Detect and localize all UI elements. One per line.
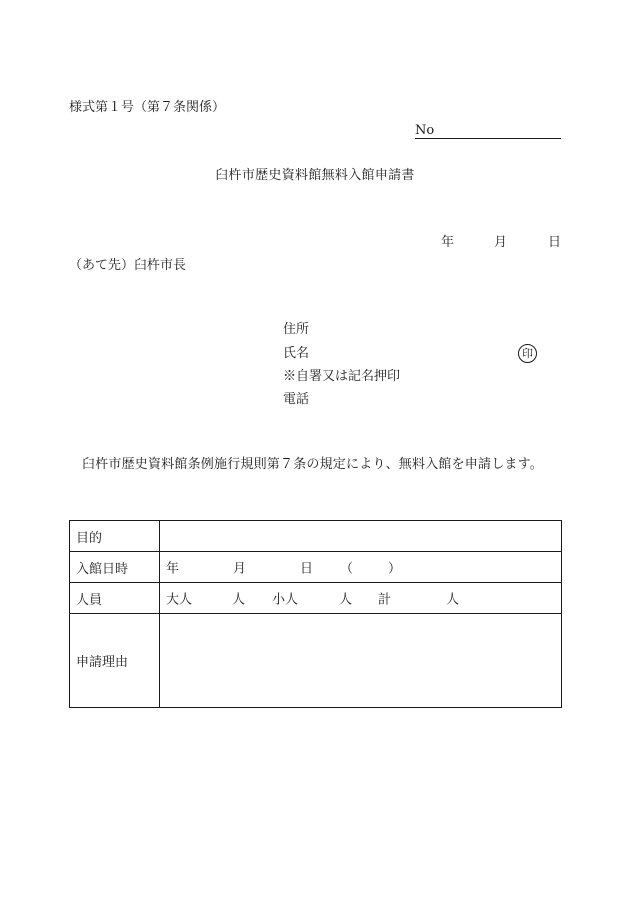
visit-paren-open: （	[340, 561, 354, 577]
date-month-label: 月	[494, 235, 508, 250]
table-row-visit-date	[70, 552, 562, 583]
number-label: No	[415, 123, 435, 138]
phone-label: 電話	[283, 392, 310, 407]
signature-note: ※自署又は記名押印	[283, 369, 401, 384]
people-field[interactable]	[160, 583, 562, 614]
address-label: 住所	[283, 322, 310, 337]
addressee: （あて先）臼杵市長	[69, 258, 187, 273]
page-title: 臼杵市歴史資料館無料入館申請書	[215, 168, 415, 183]
child-label: 小人	[272, 592, 299, 608]
date-day-label: 日	[548, 235, 562, 250]
application-statement: 臼杵市歴史資料館条例施行規則第７条の規定により、無料入館を申請します。	[82, 457, 543, 472]
purpose-label: 目的	[70, 521, 160, 552]
visit-date-label: 入館日時	[70, 552, 160, 583]
table-row-reason	[70, 614, 562, 708]
application-table	[69, 520, 562, 708]
form-number: 様式第１号（第７条関係）	[69, 100, 226, 115]
child-unit: 人	[339, 592, 353, 608]
visit-month-label: 月	[233, 561, 247, 577]
seal-mark: 印	[518, 344, 537, 363]
visit-date-field[interactable]	[160, 552, 562, 583]
number-field[interactable]	[415, 124, 561, 139]
visit-year-label: 年	[166, 561, 180, 577]
date-year-label: 年	[441, 235, 455, 250]
reason-label: 申請理由	[70, 614, 160, 708]
total-unit: 人	[446, 592, 460, 608]
table-row-people	[70, 583, 562, 614]
total-label: 計	[378, 592, 392, 608]
adult-label: 大人	[166, 592, 193, 608]
visit-day-label: 日	[300, 561, 314, 577]
purpose-field[interactable]	[160, 521, 562, 552]
people-label: 人員	[70, 583, 160, 614]
adult-unit: 人	[232, 592, 246, 608]
visit-paren-close: ）	[388, 561, 402, 577]
name-label: 氏名	[283, 346, 310, 361]
table-row-purpose	[70, 521, 562, 552]
reason-field[interactable]	[160, 614, 562, 708]
